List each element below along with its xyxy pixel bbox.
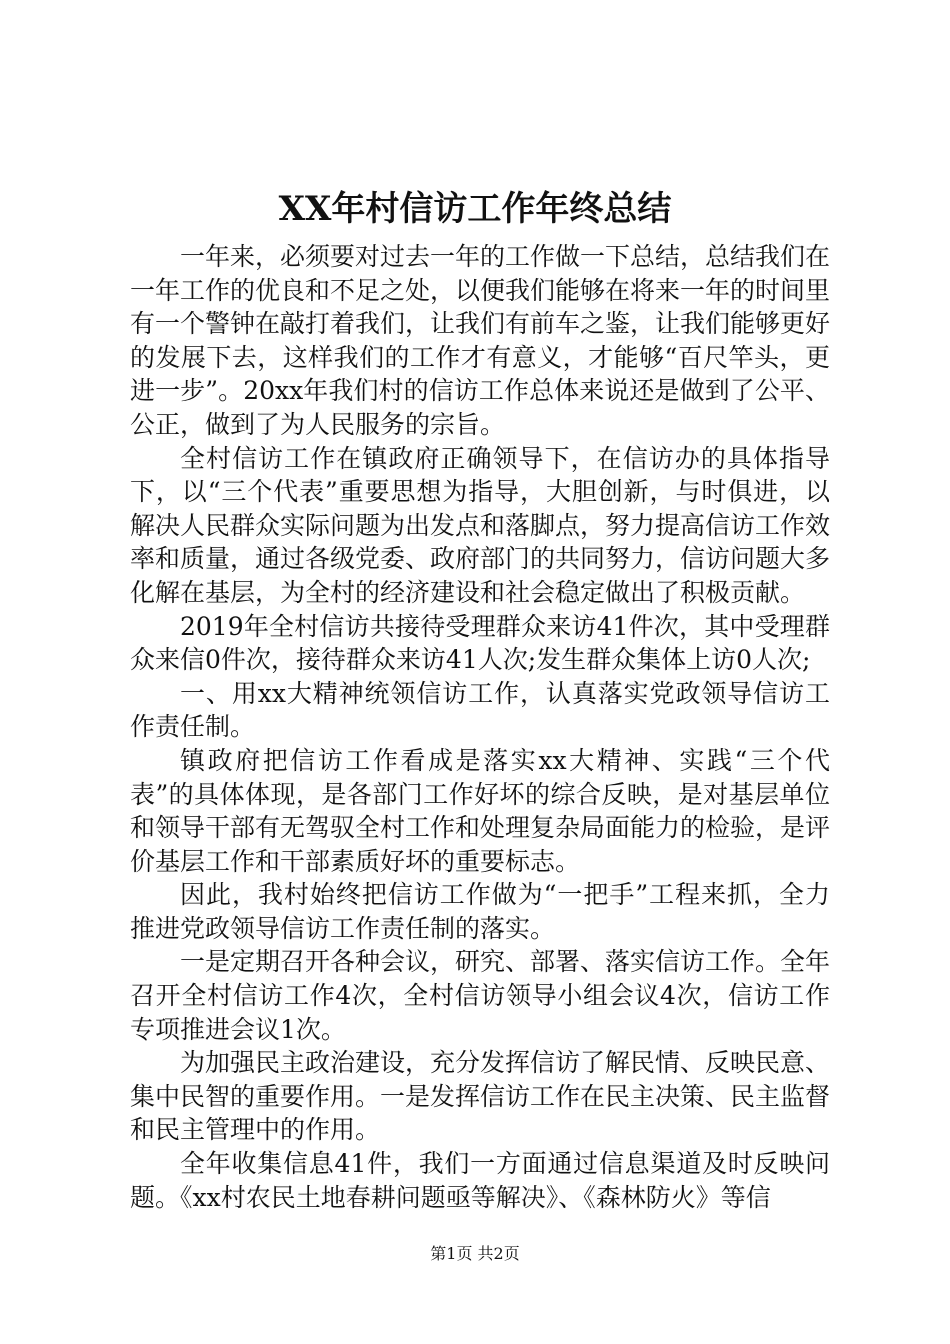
paragraph: 全村信访工作在镇政府正确领导下，在信访办的具体指导下，以“三个代表”重要思想为指导，大胆创新，与时俱进，以解决人民群众实际问题为出发点和落脚点，努力提高信访工作效率和质量，通过各级党委、政府部门的共同努力，信访问题大多化解在基层，为全村的经济建设和社会稳定做出了积极贡献。 xyxy=(130,443,831,607)
page-number-footer: 第1页 共2页 xyxy=(430,1244,520,1263)
paragraph: 一、用xx大精神统领信访工作，认真落实党政领导信访工作责任制。 xyxy=(130,678,830,742)
paragraph: 全年收集信息41件，我们一方面通过信息渠道及时反映问题。《xx村农民土地春耕问题亟等解决》、《森林防火》等信 xyxy=(130,1149,830,1212)
paragraph: 一年来，必须要对过去一年的工作做一下总结，总结我们在一年工作的优良和不足之处，以便我们能够在将来一年的时间里有一个警钟在敲打着我们，让我们有前车之鉴，让我们能够更好的发展下去，这样我们的工作才有意义，才能够“百尺竿头，更进一步”。20xx年我们村的信访工作总体来说还是做到了公平、公正，做到了为人民服务的宗旨。 xyxy=(130,242,831,439)
paragraph: 因此，我村始终把信访工作做为“一把手”工程来抓，全力推进党政领导信访工作责任制的落实。 xyxy=(130,880,830,943)
document-body xyxy=(130,240,830,1214)
paragraph: 为加强民主政治建设，充分发挥信访了解民情、反映民意、集中民智的重要作用。一是发挥信访工作在民主决策、民主监督和民主管理中的作用。 xyxy=(130,1048,831,1145)
paragraph: 镇政府把信访工作看成是落实xx大精神、实践“三个代表”的具体体现，是各部门工作好坏的综合反映，是对基层单位和领导干部有无驾驭全村工作和处理复杂局面能力的检验，是评价基层工作和干部素质好坏的重要标志。 xyxy=(130,745,831,876)
document-title: XX年村信访工作年终总结 xyxy=(278,189,672,229)
paragraph: 2019年全村信访共接待受理群众来访41件次，其中受理群众来信0件次，接待群众来访41人次;发生群众集体上访0人次; xyxy=(130,611,830,675)
paragraph: 一是定期召开各种会议，研究、部署、落实信访工作。全年召开全村信访工作4次，全村信访领导小组会议4次，信访工作专项推进会议1次。 xyxy=(130,947,831,1044)
